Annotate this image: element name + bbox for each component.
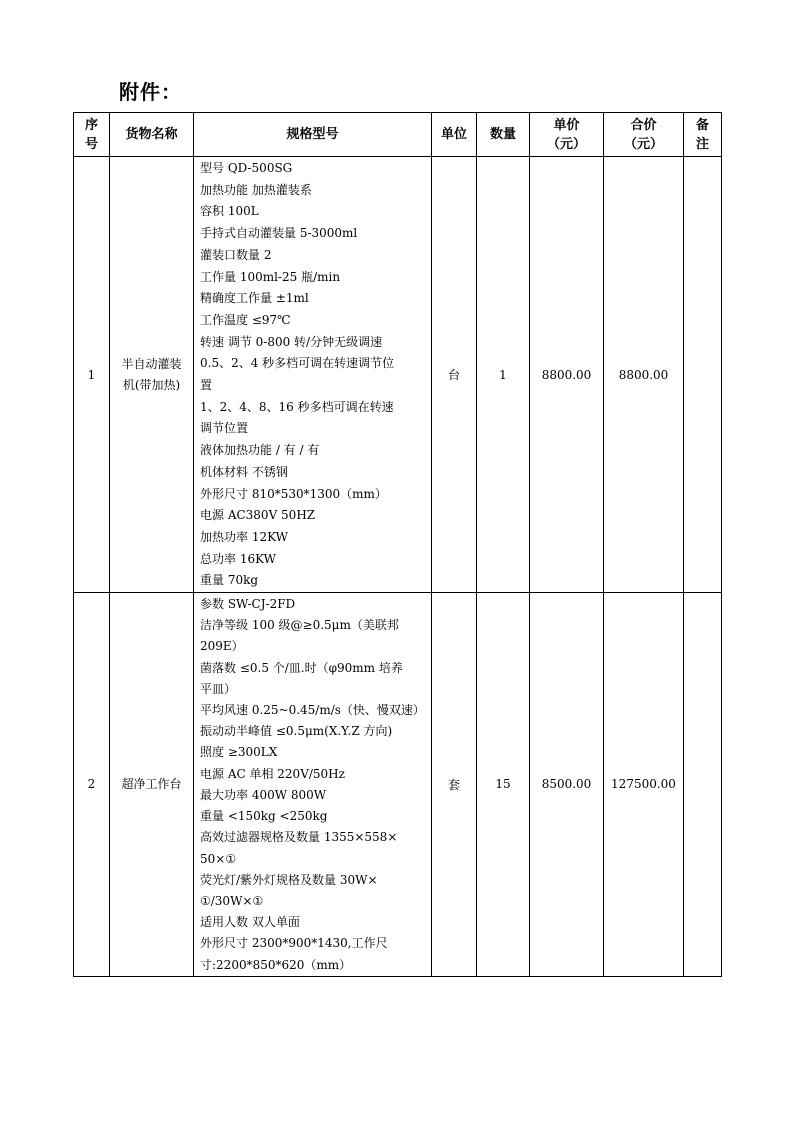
header-spec: 规格型号 [194,113,432,157]
header-seq-line: 序 [84,117,98,133]
cell-name [110,157,194,593]
cell-name-line: 半自动灌装 [121,356,182,371]
cell-spec [194,593,432,977]
spec-line: 机体材料 不锈钢 [200,464,288,479]
spec-line: 转速 调节 0-800 转/分钟无级调速 [200,334,383,349]
header-unit-price [530,113,604,157]
spec-line: 平皿） [200,681,237,696]
header-qty: 数量 [477,113,530,157]
cell-unit: 套 [432,593,477,977]
cell-unit: 台 [432,157,477,593]
spec-line: 寸:2200*850*620（mm） [200,957,352,972]
spec-line: 洁净等级 100 级@≥0.5μm（美联邦 [200,618,399,633]
spec-line: 总功率 16KW [200,551,276,566]
attachment-title: 附件： [119,80,182,104]
header-seq-line: 号 [84,136,98,152]
spec-line: 1、2、4、8、16 秒多档可调在转速 [200,399,394,414]
cell-seq: 2 [74,593,110,977]
spec-line: 荧光灯/紫外灯规格及数量 30W× [200,872,378,887]
header-total-line: （元） [623,136,663,152]
spec-line: 外形尺寸 810*530*1300（mm） [200,486,387,501]
spec-line: 型号 QD-500SG [200,161,293,175]
cell-unit-price: 8500.00 [530,593,604,977]
spec-line: 参数 SW-CJ-2FD [200,597,296,612]
header-name: 货物名称 [110,113,194,157]
spec-line: 振动动半峰值 ≤0.5μm(X.Y.Z 方向) [200,724,393,739]
cell-remark [684,593,722,977]
spec-line: 外形尺寸 2300*900*1430,工作尺 [200,936,388,951]
header-unit-price-line: 单价 [553,117,580,133]
header-total [604,113,684,157]
cell-name-line: 超净工作台 [121,776,182,791]
table-row [74,157,722,593]
spec-line: 手持式自动灌装量 5-3000ml [200,226,358,241]
spec-line: 最大功率 400W 800W [200,787,327,802]
spec-line: 高效过滤器规格及数量 1355×558× [200,830,398,845]
header-unit-price-line: （元） [546,136,586,152]
spec-line: 适用人数 双人单面 [200,915,300,930]
spec-line: 50×① [200,851,237,866]
spec-line: 电源 AC380V 50HZ [200,508,316,523]
header-remark-line: 注 [695,136,709,152]
spec-line: 电源 AC 单相 220V/50Hz [200,766,345,781]
cell-remark [684,157,722,593]
cell-name [110,593,194,977]
spec-line: 灌装口数量 2 [200,247,272,262]
spec-line: 加热功能 加热灌装系 [200,182,312,197]
spec-line: 平均风速 0.25~0.45/m/s（快、慢双速） [200,703,425,718]
spec-line: 209E） [200,639,244,654]
goods-table [73,112,722,977]
header-total-line: 合价 [630,117,657,133]
cell-name-line: 机(带加热) [122,377,181,392]
cell-seq: 1 [74,157,110,593]
cell-unit-price: 8800.00 [530,157,604,593]
table-row [74,593,722,977]
spec-line: 精确度工作量 ±1ml [200,291,309,306]
cell-total: 127500.00 [604,593,684,977]
spec-line: 0.5、2、4 秒多档可调在转速调节位 [200,356,395,371]
spec-line: 重量 <150kg <250kg [200,809,328,824]
spec-line: 工作温度 ≤97℃ [200,312,291,327]
header-seq [74,113,110,157]
spec-line: 液体加热功能 / 有 / 有 [200,443,320,458]
spec-line: 调节位置 [200,421,249,436]
table-header-row [74,113,722,157]
cell-total: 8800.00 [604,157,684,593]
header-unit: 单位 [432,113,477,157]
spec-line: 容积 100L [200,204,259,219]
spec-line: ①/30W×① [200,893,264,908]
cell-spec [194,157,432,593]
cell-qty: 1 [477,157,530,593]
spec-line: 重量 70kg [200,573,259,588]
spec-line: 照度 ≥300LX [200,745,278,760]
header-remark-line: 备 [695,117,709,133]
spec-line: 加热功率 12KW [200,529,288,544]
spec-line: 置 [200,378,213,393]
cell-qty: 15 [477,593,530,977]
header-remark [684,113,722,157]
spec-line: 工作量 100ml-25 瓶/min [200,269,341,284]
spec-line: 菌落数 ≤0.5 个/皿.时（φ90mm 培养 [200,660,403,675]
